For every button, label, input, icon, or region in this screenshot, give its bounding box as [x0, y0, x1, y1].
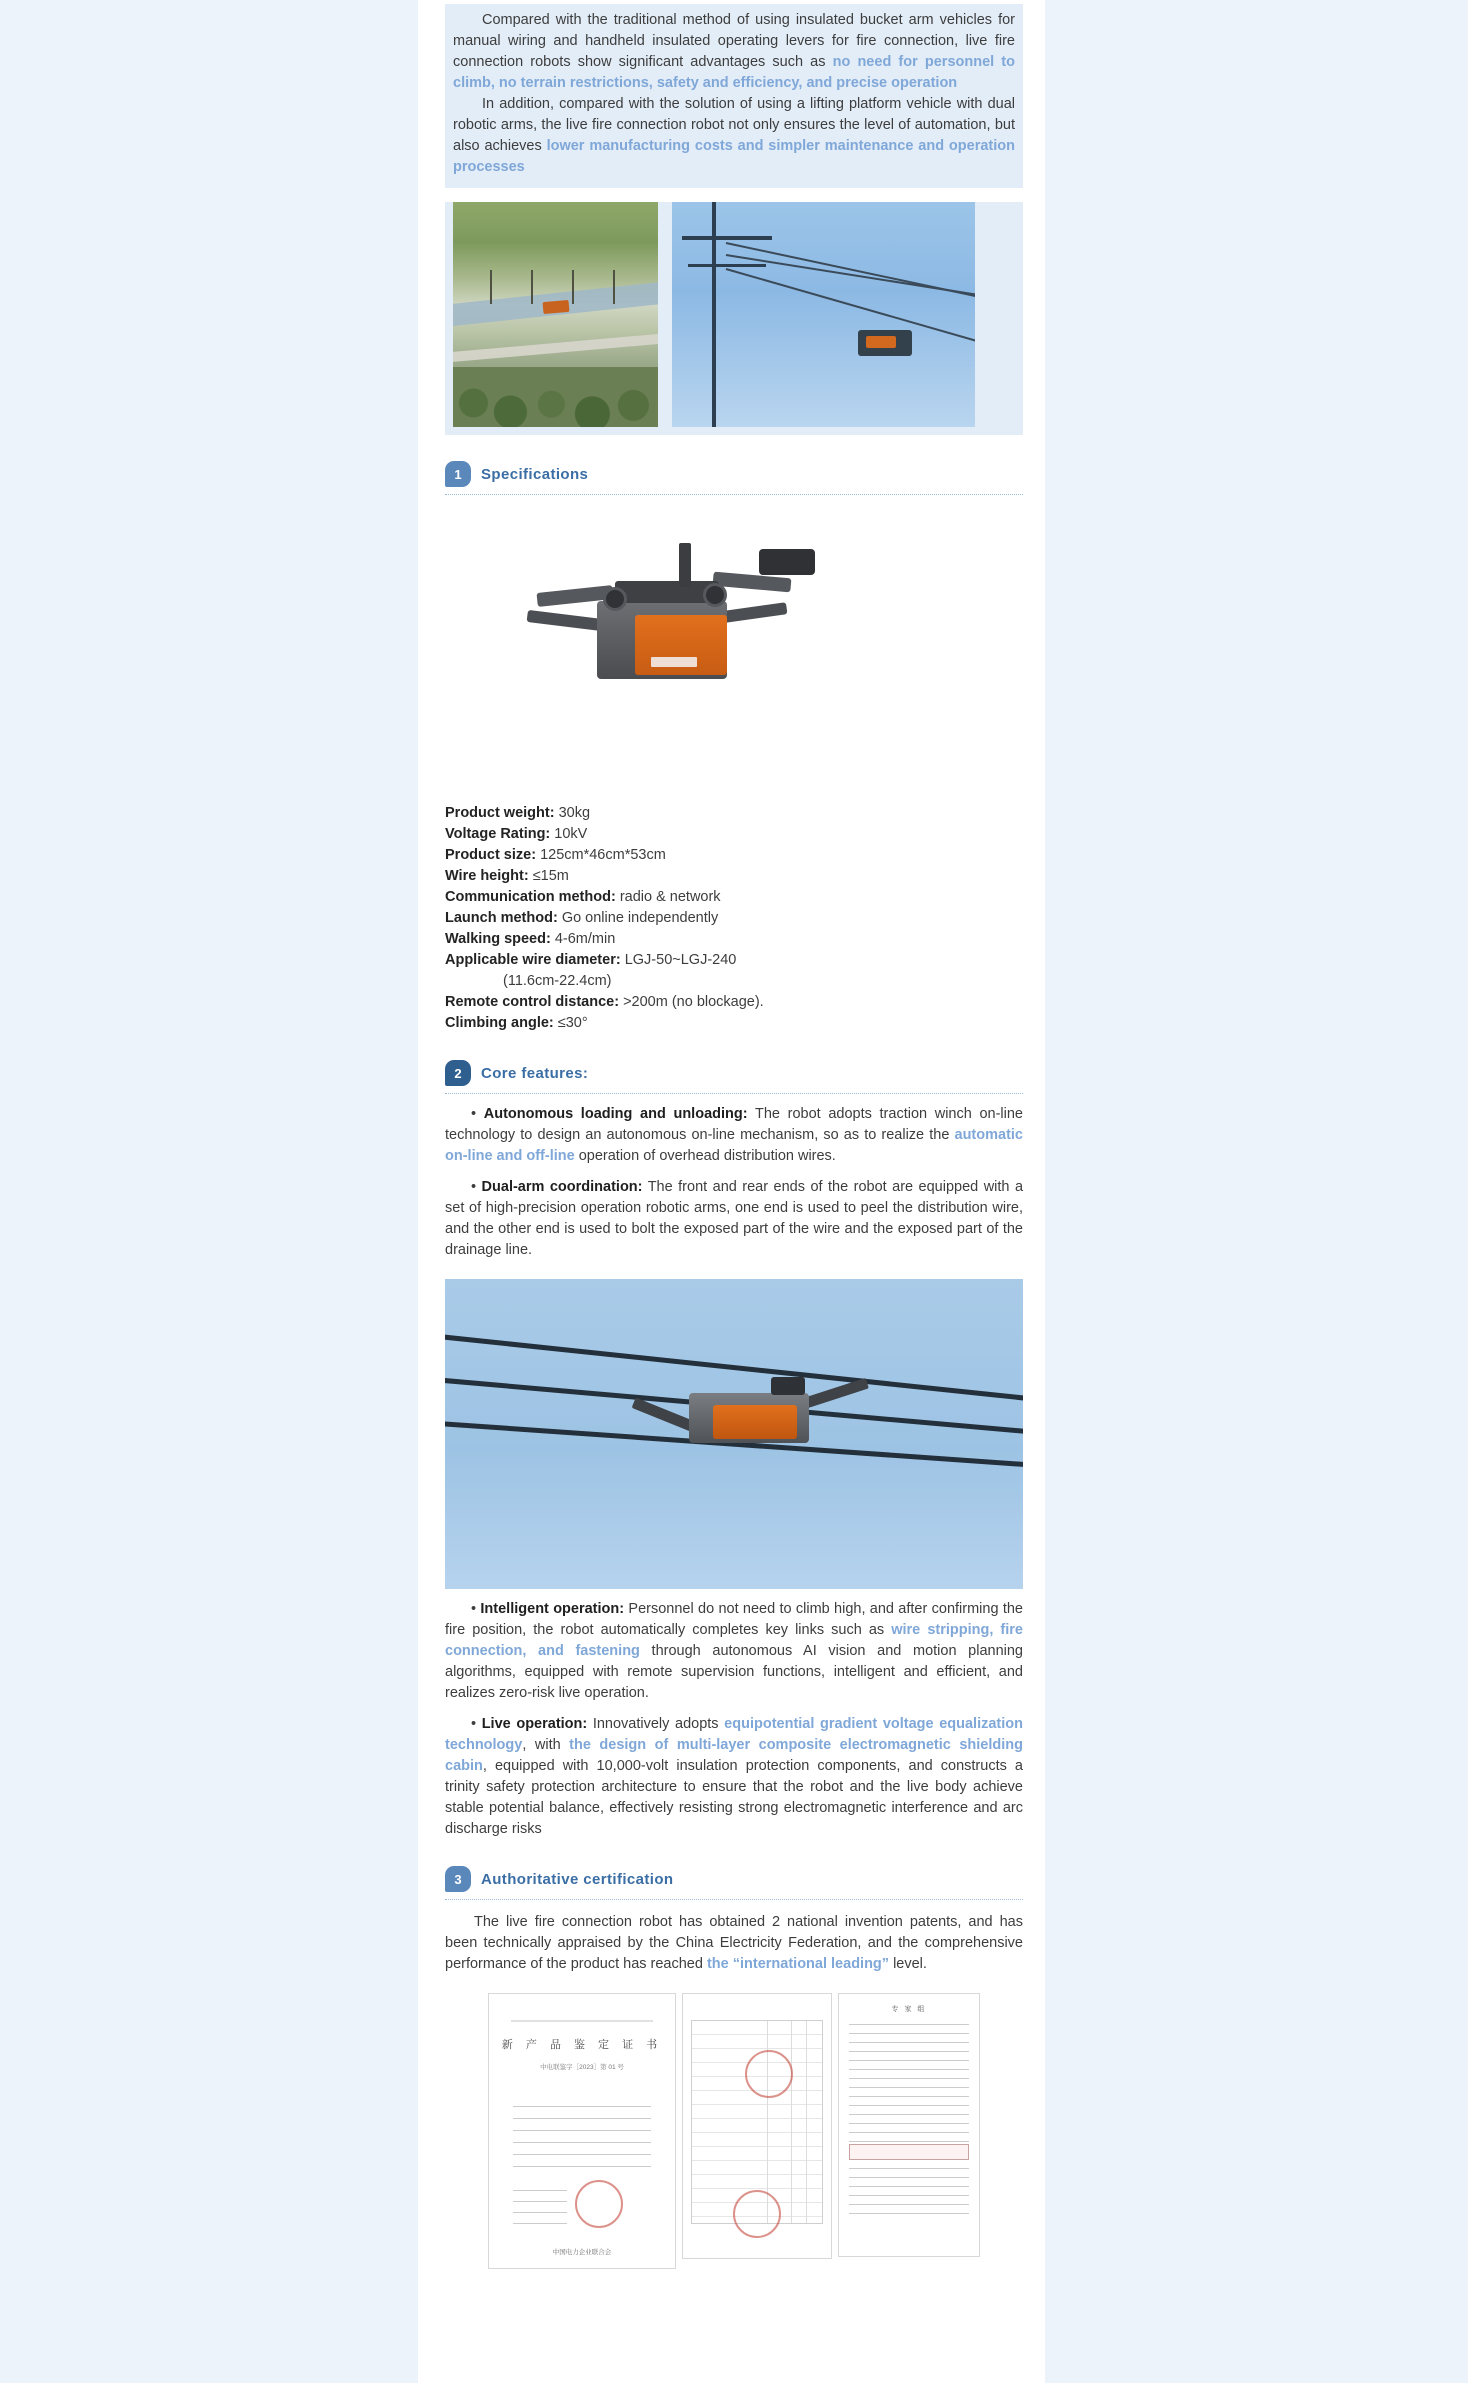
- spec-value: radio & network: [619, 889, 721, 905]
- bullet-marker: •: [471, 1179, 477, 1195]
- intro-p1-highlight: no need for personnel to climb, no terrain restrictions, safety and efficiency, and precise operation: [453, 54, 1015, 91]
- certificate-title: 新 产 品 鉴 定 证 书: [501, 2039, 663, 2051]
- certificate-expert-opinion: [838, 1993, 980, 2257]
- photo-robot-closeup: [445, 1279, 1023, 1589]
- spec-item: [445, 1013, 1023, 1034]
- feature-text-post: through autonomous AI vision and motion planning algorithms, equipped with remote supervision functions, intelligent and efficient, and realizes zero-risk live operation.: [445, 1643, 1023, 1701]
- feature-text-post: , equipped with 10,000-volt insulation protection components, and constructs a trinity safety protection architecture to ensure that the robot and the live body achieve stable potential balance, effectively resisting strong electromagnetic interference and arc discharge risks: [445, 1758, 1023, 1837]
- spec-value: >200m (no blockage).: [623, 994, 764, 1010]
- feature-item-intelligent-operation: [445, 1599, 1023, 1704]
- spec-label: Remote control distance:: [445, 994, 620, 1010]
- section-heading-certification: [445, 1866, 1023, 1892]
- left-margin-band: [0, 0, 418, 2383]
- red-stamp: [733, 2190, 781, 2238]
- feature-text-mid: , with: [522, 1737, 570, 1753]
- product-render-area: [445, 499, 1023, 799]
- spec-value: 4-6m/min: [554, 931, 616, 947]
- intro-p2-text: In addition, compared with the solution of using a lifting platform vehicle with dual robotic arms, the live fire connection robot not only ensures the level of automation, but also achieves: [453, 96, 1015, 154]
- intro-block: [445, 4, 1023, 188]
- photo-row: [445, 202, 1023, 435]
- feature-item-dual-arm: [445, 1177, 1023, 1261]
- spec-label: Voltage Rating:: [445, 826, 551, 842]
- spec-value: 125cm*46cm*53cm: [540, 847, 666, 863]
- spec-label: Communication method:: [445, 889, 616, 905]
- section-number-badge: 3: [445, 1866, 471, 1892]
- feature-highlight: wire stripping, fire connection, and fastening: [445, 1622, 1023, 1659]
- spec-label: Launch method:: [445, 910, 558, 926]
- intro-p1-text: Compared with the traditional method of using insulated bucket arm vehicles for manual wiring and handheld insulated operating levers for fire connection, live fire connection robots show significant advantages such as: [453, 12, 1015, 70]
- section-title: Authoritative certification: [481, 1870, 674, 1888]
- photo-robot-on-line: [672, 202, 975, 427]
- spec-item: [445, 887, 1023, 908]
- section-divider: [445, 1093, 1023, 1094]
- certificate-appraisal: [488, 1993, 676, 2269]
- certification-highlight: the “international leading”: [706, 1956, 890, 1972]
- certificate-evaluation-table: [682, 1993, 832, 2259]
- left-gap: [418, 0, 445, 2383]
- section-heading-specifications: [445, 461, 1023, 487]
- intro-p2-highlight: lower manufacturing costs and simpler maintenance and operation processes: [453, 138, 1015, 175]
- section-divider: [445, 1899, 1023, 1900]
- spec-label: Product weight:: [445, 805, 555, 821]
- intro-paragraph-1: [453, 10, 1015, 94]
- feature-highlight: equipotential gradient voltage equalization technology: [445, 1716, 1023, 1753]
- certificate-footer: 中国电力企业联合会: [552, 2249, 612, 2256]
- spec-value: (11.6cm-22.4cm): [503, 973, 612, 989]
- spec-value: 10kV: [554, 826, 588, 842]
- section-number-badge: 1: [445, 461, 471, 487]
- section-title: Specifications: [481, 465, 589, 483]
- spec-label: Climbing angle:: [445, 1015, 554, 1031]
- spec-item: [445, 992, 1023, 1013]
- spec-value: 30kg: [558, 805, 591, 821]
- red-stamp: [745, 2050, 793, 2098]
- bullet-marker: •: [471, 1716, 477, 1732]
- specifications-list: [445, 803, 1023, 1034]
- spec-item: [445, 824, 1023, 845]
- section-heading-core-features: [445, 1060, 1023, 1086]
- intro-paragraph-2: [453, 94, 1015, 178]
- feature-lead: Live operation:: [481, 1716, 588, 1732]
- feature-item-live-operation: [445, 1714, 1023, 1840]
- spec-item: [445, 845, 1023, 866]
- bullet-marker: •: [471, 1601, 477, 1617]
- spec-value: Go online independently: [561, 910, 719, 926]
- feature-lead: Autonomous loading and unloading:: [483, 1106, 748, 1122]
- spec-value: LGJ-50~LGJ-240: [624, 952, 737, 968]
- section-divider: [445, 494, 1023, 495]
- spec-item: [445, 803, 1023, 824]
- feature-text-post: operation of overhead distribution wires.: [574, 1148, 836, 1164]
- spec-item: [445, 866, 1023, 887]
- feature-text: Personnel do not need to climb high, and after confirming the fire position, the robot automatically completes key links such as: [445, 1601, 1023, 1638]
- spec-value: ≤30°: [557, 1015, 588, 1031]
- feature-text: Innovatively adopts: [587, 1716, 725, 1732]
- feature-lead: Dual-arm coordination:: [481, 1179, 643, 1195]
- photo-aerial-site: [453, 202, 658, 427]
- certification-paragraph: [445, 1912, 1023, 1975]
- spec-item: [445, 950, 1023, 971]
- feature-text: The robot adopts traction winch on-line technology to design an autonomous on-line mechanism, so as to realize the: [445, 1106, 1023, 1143]
- spec-label: Wire height:: [445, 868, 529, 884]
- certificate-row: [445, 1993, 1023, 2269]
- document-content: [445, 0, 1023, 2309]
- certification-text-post: level.: [889, 1956, 927, 1972]
- certification-text: The live fire connection robot has obtained 2 national invention patents, and has been technically appraised by the China Electricity Federation, and the comprehensive performance of the product has reached: [445, 1914, 1023, 1972]
- spec-item: [445, 929, 1023, 950]
- feature-item-autonomous-loading: [445, 1104, 1023, 1167]
- certificate-subtitle: 中电联鉴字［2023］第 01 号: [540, 2064, 624, 2071]
- feature-lead: Intelligent operation:: [480, 1601, 625, 1617]
- red-stamp: [575, 2180, 623, 2228]
- feature-highlight-2: the design of multi-layer composite electromagnetic shielding cabin: [445, 1737, 1023, 1774]
- feature-highlight: automatic on-line and off-line: [445, 1127, 1023, 1164]
- spec-value: ≤15m: [532, 868, 569, 884]
- right-margin-band: [1045, 0, 1468, 2383]
- spec-item: [445, 908, 1023, 929]
- section-number-badge: 2: [445, 1060, 471, 1086]
- spec-label: Product size:: [445, 847, 537, 863]
- section-title: Core features:: [481, 1064, 589, 1082]
- spec-label: Walking speed:: [445, 931, 551, 947]
- robot-render: [507, 523, 837, 723]
- certificate-title: 专 家 组: [891, 2006, 927, 2013]
- spec-item-sub: [445, 971, 1023, 992]
- certificate-body-text: [849, 2024, 969, 2216]
- bullet-marker: •: [471, 1106, 477, 1122]
- feature-text: The front and rear ends of the robot are equipped with a set of high-precision operation robotic arms, one end is used to peel the distribution wire, and the other end is used to bolt the exposed part of the wire and the exposed part of the drainage line.: [445, 1179, 1024, 1258]
- spec-label: Applicable wire diameter:: [445, 952, 621, 968]
